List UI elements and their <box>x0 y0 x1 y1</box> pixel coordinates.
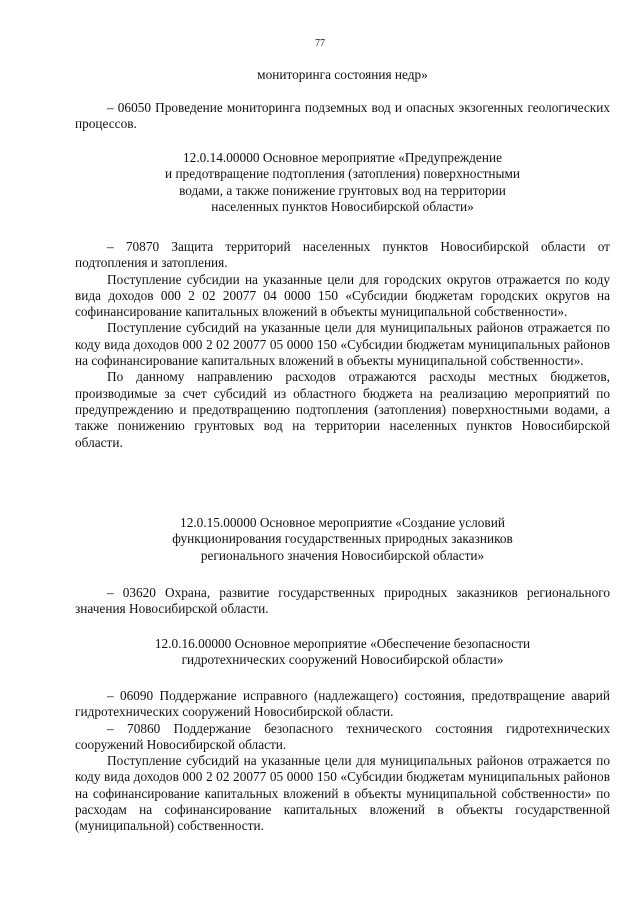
paragraph-06050 <box>75 100 610 133</box>
section-heading-12-0-15 <box>75 515 610 564</box>
paragraph-expenses: По данному направлению расходов отражаются расходы местных бюджетов, производимые за счет субсидий из областного бюджета на реализацию мероприятий по предупреждению и предотвращению подтопления (затопления) поверхностными водами, а также понижению грунтовых вод на территории населенных пунктов Новосибирской области. <box>75 369 610 450</box>
heading-line: водами, а также понижение грунтовых вод на территории <box>179 182 506 198</box>
heading-line: 12.0.14.00000 Основное мероприятие «Предупреждение <box>183 150 502 165</box>
heading-line: населенных пунктов Новосибирской области» <box>211 198 474 214</box>
paragraph-70860: – 70860 Поддержание безопасного технического состояния гидротехнических сооружений Новосибирской области. <box>75 720 610 752</box>
paragraph-subsidy-district: Поступление субсидий на указанные цели для муниципальных районов отражается по коду вида доходов 000 2 02 20077 05 0000 150 «Субсидии бюджетам муниципальных районов на софинансирование капитальных вложений в объекты муниципальной собственности». <box>75 320 610 369</box>
heading-line: 12.0.15.00000 Основное мероприятие «Создание условий <box>180 515 505 530</box>
heading-line: гидротехнических сооружений Новосибирской области» <box>181 652 504 668</box>
heading-line: функционирования государственных природных заказников <box>172 531 513 547</box>
paragraph-70870: – 70870 Защита территорий населенных пунктов Новосибирской области от подтопления и затопления. <box>75 239 610 271</box>
page-number: 77 <box>315 38 325 49</box>
paragraph-text: – 03620 Охрана, развитие государственных природных заказников регионального значения Новосибирской области. <box>75 585 610 617</box>
paragraph-03620 <box>75 585 610 618</box>
section-12-0-16-body <box>75 688 610 835</box>
paragraph-06090: – 06090 Поддержание исправного (надлежащего) состояния, предотвращение аварий гидротехнических сооружений Новосибирской области. <box>75 688 610 720</box>
paragraph-text: – 06050 Проведение мониторинга подземных вод и опасных экзогенных геологических процессов. <box>75 100 610 132</box>
heading-line: 12.0.16.00000 Основное мероприятие «Обеспечение безопасности <box>154 636 531 651</box>
paragraph-subsidy-district-2: Поступление субсидий на указанные цели для муниципальных районов отражается по коду вида доходов 000 2 02 20077 05 0000 150 «Субсидии бюджетам муниципальных районов на софинансирование капитальных вложений в объекты муниципальной собственности» по расходам на софинансирование капитальных вложений в объекты государственной (муниципальной) собственности. <box>75 753 610 834</box>
heading-continuation <box>75 67 610 83</box>
heading-line: и предотвращение подтопления (затопления) поверхностными <box>165 166 520 182</box>
paragraph-subsidy-city: Поступление субсидии на указанные цели для городских округов отражается по коду вида доходов 000 2 02 20077 04 0000 150 «Субсидии бюджетам городских округов на софинансирование капитальных вложений в объекты муниципальной собственности». <box>75 271 610 320</box>
section-heading-12-0-14 <box>75 150 610 215</box>
heading-continuation-text: мониторинга состояния недр» <box>257 67 428 82</box>
heading-line: регионального значения Новосибирской области» <box>200 547 485 563</box>
section-12-0-14-body <box>75 239 610 451</box>
section-heading-12-0-16 <box>75 636 610 669</box>
